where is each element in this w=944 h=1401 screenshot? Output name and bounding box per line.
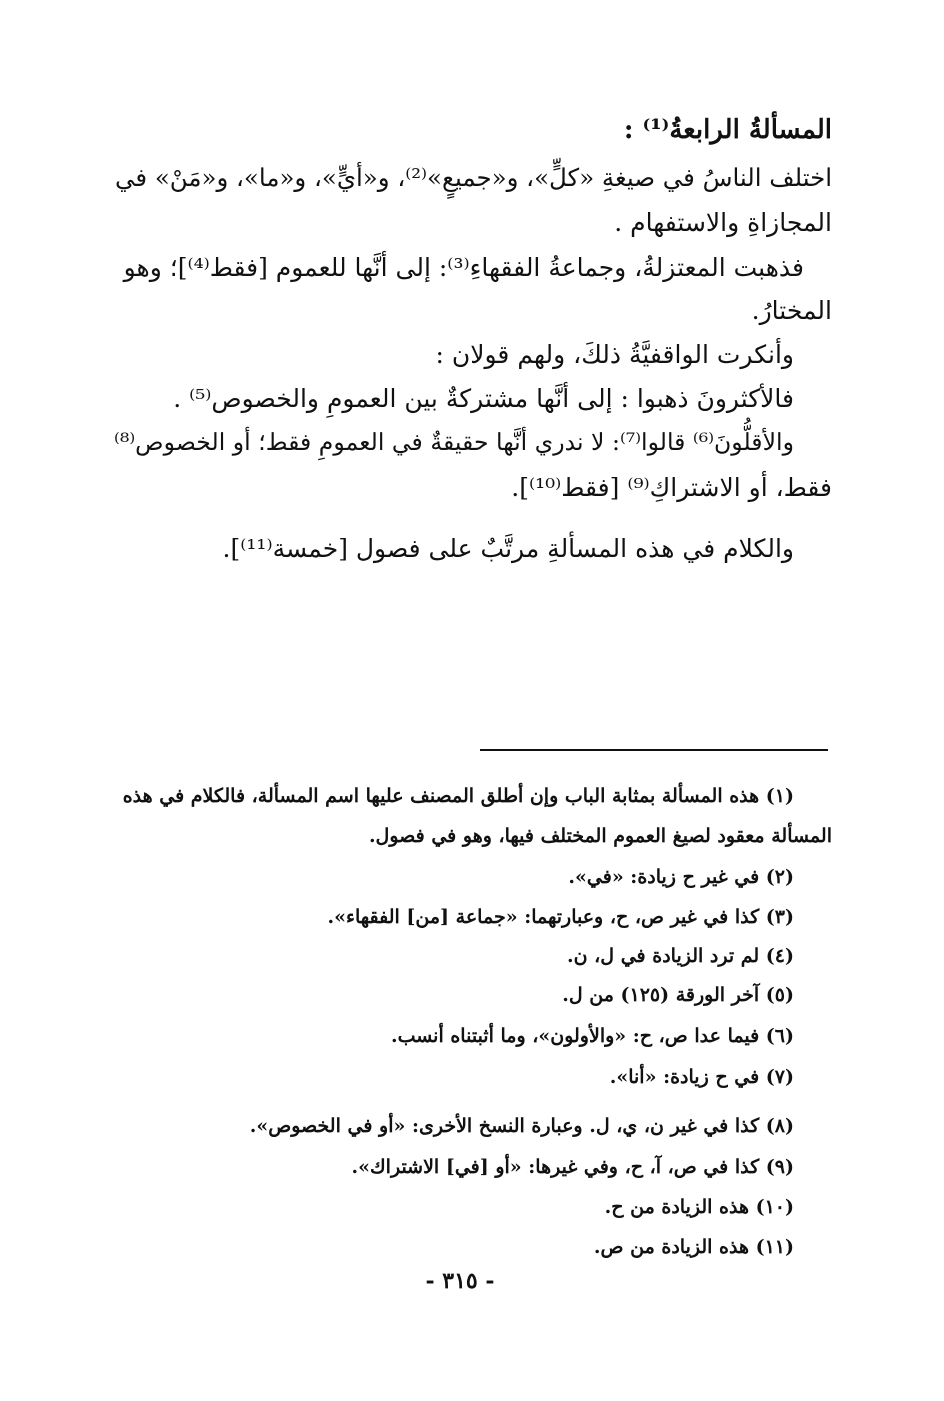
footnote-9: (٩) كذا في ص، آ، ح، وفي غيرها: «أو [في] الاشتراك».: [351, 1156, 794, 1178]
footnote-7: (٧) في ح زيادة: «أنا».: [609, 1066, 794, 1088]
footnote-8: (٨) كذا في غير ن، ي، ل. وعبارة النسخ الأخرى: «أو في الخصوص».: [249, 1115, 794, 1137]
paragraph-2-line-1: فذهبت المعتزلةُ، وجماعةُ الفقهاءِ⁽³⁾: إلى أنَّها للعموم [فقط⁽⁴⁾]؛ وهو: [123, 253, 804, 282]
page-number: - ٣١٥ -: [425, 1268, 495, 1294]
footnote-separator: [480, 749, 828, 751]
paragraph-3: وأنكرت الواقفيَّةُ ذلكَ، ولهم قولان :: [435, 340, 794, 369]
paragraph-4: فالأكثرونَ ذهبوا : إلى أنَّها مشتركةٌ بين العمومِ والخصوص⁽⁵⁾ .: [173, 384, 794, 413]
footnote-2: (٢) في غير ح زيادة: «في».: [568, 866, 794, 888]
paragraph-1-line-2: المجازاةِ والاستفهام .: [614, 208, 832, 237]
footnote-10: (١٠) هذه الزيادة من ح.: [604, 1196, 794, 1218]
paragraph-5-line-2: فقط، أو الاشتراكِ⁽⁹⁾ [فقط⁽¹⁰⁾].: [511, 473, 832, 502]
footnote-6: (٦) فيما عدا ص، ح: «والأولون»، وما أثبتناه أنسب.: [390, 1025, 794, 1047]
paragraph-6: والكلام في هذه المسألةِ مرتَّبٌ على فصول [خمسة⁽¹¹⁾].: [222, 534, 794, 563]
paragraph-1-line-1: اختلف الناسُ في صيغةِ «كلٍّ»، و«جميعٍ»⁽²⁾، و«أيٍّ»، و«ما»، و«مَنْ» في: [114, 163, 832, 192]
paragraph-2-line-2: المختارُ.: [751, 296, 832, 325]
section-heading: المسألةُ الرابعةُ⁽¹⁾ :: [623, 115, 832, 145]
footnote-4: (٤) لم ترد الزيادة في ل، ن.: [566, 945, 794, 967]
footnote-11: (١١) هذه الزيادة من ص.: [593, 1236, 794, 1258]
footnote-3: (٣) كذا في غير ص، ح، وعبارتهما: «جماعة [من] الفقهاء».: [327, 906, 794, 928]
footnote-1-line-2: المسألة معقود لصيغ العموم المختلف فيها، وهو في فصول.: [368, 825, 832, 847]
footnote-1-line-1: (١) هذه المسألة بمثابة الباب وإن أطلق المصنف عليها اسم المسألة، فالكلام في هذه: [122, 785, 794, 807]
footnote-5: (٥) آخر الورقة (١٢٥) من ل.: [562, 984, 794, 1006]
paragraph-5-line-1: والأقلُّونَ⁽⁶⁾ قالوا⁽⁷⁾: لا ندري أنَّها حقيقةٌ في العمومِ فقط؛ أو الخصوص⁽⁸⁾: [114, 428, 794, 456]
